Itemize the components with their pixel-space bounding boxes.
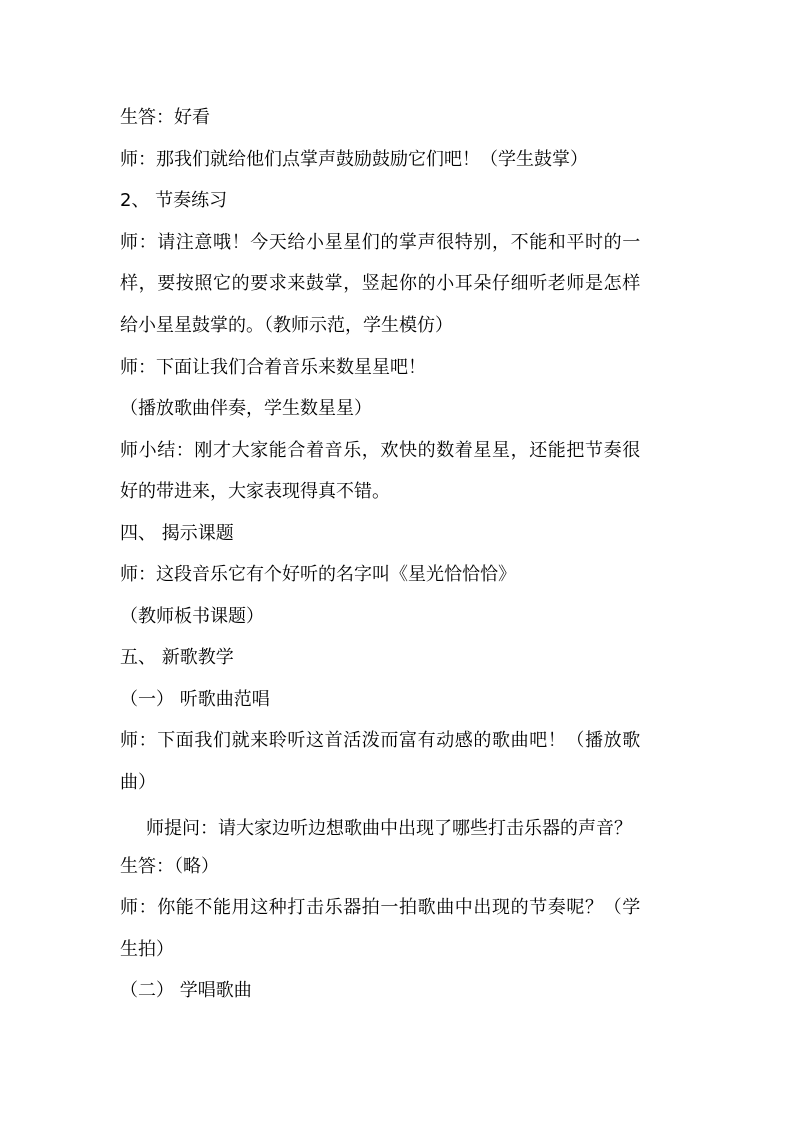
- text-line: 师：那我们就给他们点掌声鼓励鼓励它们吧！（学生鼓掌）: [120, 149, 588, 170]
- section-heading: 2、 节奏练习: [120, 190, 228, 211]
- subsection-heading: （一） 听歌曲范唱: [120, 689, 270, 710]
- text-line: 师：下面我们就来聆听这首活泼而富有动感的歌曲吧！（播放歌: [120, 730, 641, 751]
- subsection-heading: （二） 学唱歌曲: [120, 980, 252, 1001]
- section-heading: 四、 揭示课题: [120, 523, 234, 544]
- text-line: 给小星星鼓掌的。（教师示范，学生模仿）: [120, 315, 453, 336]
- text-line: （教师板书课题）: [120, 606, 264, 627]
- text-line: 师提问：请大家边听边想歌曲中出现了哪些打击乐器的声音？: [146, 818, 632, 839]
- text-line: 好的带进来，大家表现得真不错。: [120, 481, 390, 502]
- text-line: 生答：（略）: [120, 856, 219, 877]
- text-line: 生答：好看: [120, 107, 210, 128]
- text-line: 师：下面让我们合着音乐来数星星吧！: [120, 357, 426, 378]
- text-line: 师：这段音乐它有个好听的名字叫《星光恰恰恰》: [120, 564, 516, 585]
- text-line: 师：请注意哦！今天给小星星们的掌声很特别，不能和平时的一: [120, 232, 641, 253]
- text-line: 曲）: [120, 772, 156, 793]
- text-line: 师小结：刚才大家能合着音乐，欢快的数着星星，还能把节奏很: [120, 440, 641, 461]
- text-line: 生拍）: [120, 939, 174, 960]
- text-line: 师：你能不能用这种打击乐器拍一拍歌曲中出现的节奏呢？（学: [120, 897, 641, 918]
- section-heading: 五、 新歌教学: [120, 647, 234, 668]
- text-line: 样，要按照它的要求来鼓掌，竖起你的小耳朵仔细听老师是怎样: [120, 273, 641, 294]
- text-line: （播放歌曲伴奏，学生数星星）: [120, 398, 372, 419]
